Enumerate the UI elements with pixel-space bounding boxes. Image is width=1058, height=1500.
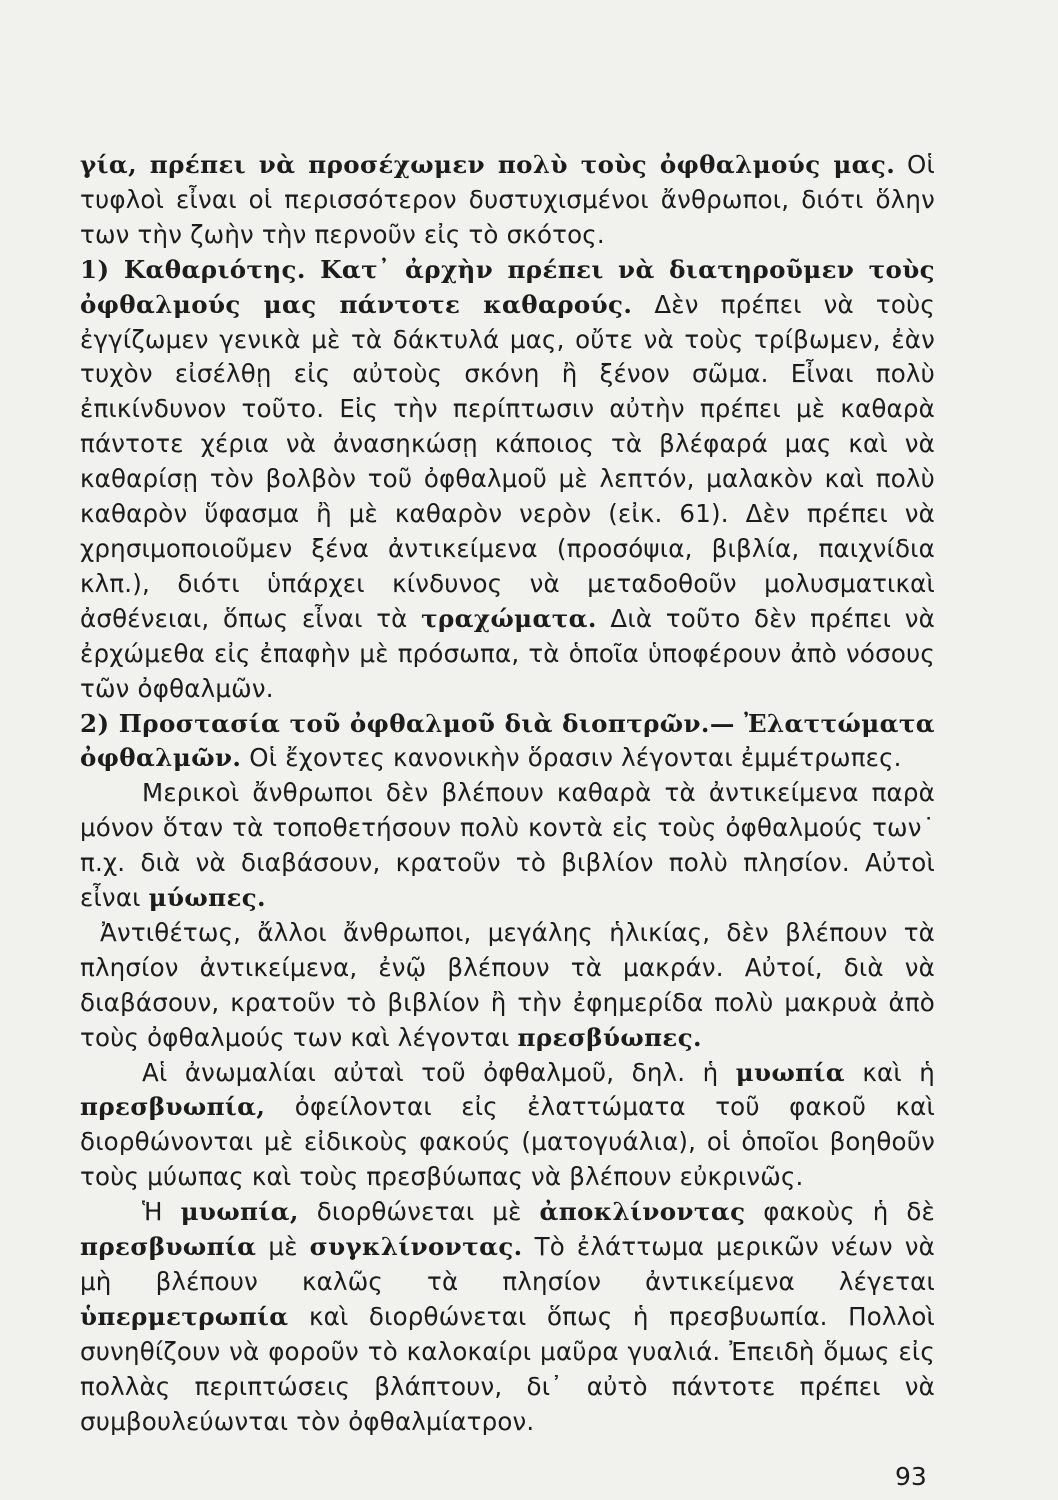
body-text: Ἡ: [142, 1197, 181, 1227]
body-text: ὀφείλονται εἰς ἐλαττώματα τοῦ φακοῦ καὶ διορθώνονται μὲ εἰδικοὺς φακούς (ματογυάλια), οἱ ὁποῖοι βοηθοῦν τοὺς μύωπας καὶ τοὺς πρεσβύωπας νὰ βλέπουν εὐκρινῶς.: [80, 1092, 935, 1192]
body-text: καὶ διορθώνεται ὅπως ἡ πρεσβυωπία. Πολλοὶ συνηθίζουν νὰ φοροῦν τὸ καλοκαίρι μαῦρα γυαλιά. Ἐπειδὴ ὅμως εἰς πολλὰς περιπτώσεις βλάπτουν, δι᾽ αὐτὸ πάντοτε πρέπει νὰ συμβουλεύωνται τὸν ὀφθαλμίατρον.: [80, 1301, 935, 1436]
bold-term: τραχώματα.: [421, 603, 597, 633]
body-text: Διὰ τοῦτο δὲν πρέπει νὰ ἐρχώμεθα εἰς ἐπαφὴν μὲ πρόσωπα, τὰ ὁποῖα ὑποφέρουν ἀπὸ νόσους τῶν ὀφθαλμῶν.: [80, 603, 935, 703]
bold-term: ὑπερμετρωπία: [80, 1301, 289, 1331]
paragraph-3: [80, 707, 935, 777]
bold-term: μυωπία: [735, 1057, 846, 1087]
body-text: Αἱ ἀνωμαλίαι αὐταὶ τοῦ ὀφθαλμοῦ, δηλ. ἡ: [142, 1057, 736, 1087]
bold-term: πρεσβύωπες.: [517, 1022, 702, 1052]
paragraph-1: [80, 148, 935, 253]
paragraph-7: [80, 1195, 935, 1439]
body-text: καὶ ἡ: [845, 1057, 935, 1087]
body-text: διορθώνεται μὲ: [298, 1197, 540, 1227]
bold-term: πρεσβυωπία: [80, 1232, 257, 1262]
paragraph-2: [80, 253, 935, 707]
body-text: Τὸ ἐλάττωμα μερικῶν νέων νὰ μὴ βλέπουν καλῶς τὰ πλησίον ἀντικείμενα λέγεται: [80, 1232, 935, 1296]
bold-term: μύωπες.: [148, 883, 266, 913]
body-text: Μερικοὶ ἄνθρωποι δὲν βλέπουν καθαρὰ τὰ ἀντικείμενα παρὰ μόνον ὅταν τὰ τοποθετήσουν πολὺ κοντὰ εἰς τοὺς ὀφθαλμούς των˙ π.χ. διὰ νὰ διαβάσουν, κρατοῦν τὸ βιβλίον πολὺ πλησίον. Αὐτοὶ εἶναι: [80, 778, 935, 913]
body-text: Οἱ τυφλοὶ εἶναι οἱ περισσότερον δυστυχισμένοι ἄνθρωποι, διότι ὅλην των τὴν ζωὴν τὴν περνοῦν εἰς τὸ σκότος.: [80, 150, 935, 249]
section-heading-eye-protection: 2) Προστασία τοῦ ὀφθαλμοῦ διὰ διοπτρῶν.— Ἐλαττώματα ὀφθαλμῶν.: [80, 708, 935, 773]
paragraph-4: [80, 776, 935, 916]
body-text: Οἱ ἔχοντες κανονικὴν ὅρασιν λέγονται ἐμμέτρωπες.: [241, 743, 902, 773]
bold-term: μυωπία,: [180, 1197, 299, 1227]
section-heading-cleanliness: 1) Καθαριότης. Κατ᾽ ἀρχὴν πρέπει νὰ διατηροῦμεν τοὺς ὀφθαλμούς μας πάντοτε καθαρούς.: [80, 254, 935, 319]
bold-term: συγκλίνοντας.: [309, 1232, 523, 1262]
body-text: Δὲν πρέπει νὰ τοὺς ἐγγίζωμεν γενικὰ μὲ τὰ δάκτυλά μας, οὔτε νὰ τοὺς τρίβωμεν, ἐὰν τυχὸν εἰσέλθῃ εἰς αὐτοὺς σκόνη ἢ ξένον σῶμα. Εἶναι πολὺ ἐπικίνδυνον τοῦτο. Εἰς τὴν περίπτωσιν αὐτὴν πρέπει μὲ καθαρὰ πάντοτε χέρια νὰ ἀνασηκώσῃ κάποιος τὰ βλέφαρά μας καὶ νὰ καθαρίσῃ τὸν βολβὸν τοῦ ὀφθαλμοῦ μὲ λεπτόν, μαλακὸν καὶ πολὺ καθαρὸν ὕφασμα ἢ μὲ καθαρὸν νερὸν (εἰκ. 61). Δὲν πρέπει νὰ χρησιμοποιοῦμεν ξένα ἀντικείμενα (προσόψια, βιβλία, παιχνίδια κλπ.), διότι ὑπάρχει κίνδυνος νὰ μεταδοθοῦν μολυσματικαὶ ἀσθένειαι, ὅπως εἶναι τὰ: [80, 289, 935, 633]
bold-term: ἀποκλίνοντας: [539, 1197, 746, 1227]
bold-text: γία, πρέπει νὰ προσέχωμεν πολὺ τοὺς ὀφθαλμούς μας.: [80, 150, 896, 179]
body-text: μὲ: [256, 1232, 310, 1262]
paragraph-5: [80, 916, 935, 1056]
body-text: φακοὺς ἡ δὲ: [745, 1197, 935, 1227]
body-text: Ἀντιθέτως, ἄλλοι ἄνθρωποι, μεγάλης ἡλικίας, δὲν βλέπουν τὰ πλησίον ἀντικείμενα, ἐνῷ βλέπουν τὰ μακράν. Αὐτοί, διὰ νὰ διαβάσουν, κρατοῦν τὸ βιβλίον ἢ τὴν ἐφημερίδα πολὺ μακρυὰ ἀπὸ τοὺς ὀφθαλμούς των καὶ λέγονται: [80, 917, 935, 1052]
page-number: 93: [895, 1462, 927, 1491]
bold-term: πρεσβυωπία,: [80, 1092, 266, 1122]
page-body: [80, 148, 935, 1440]
paragraph-6: [80, 1056, 935, 1196]
